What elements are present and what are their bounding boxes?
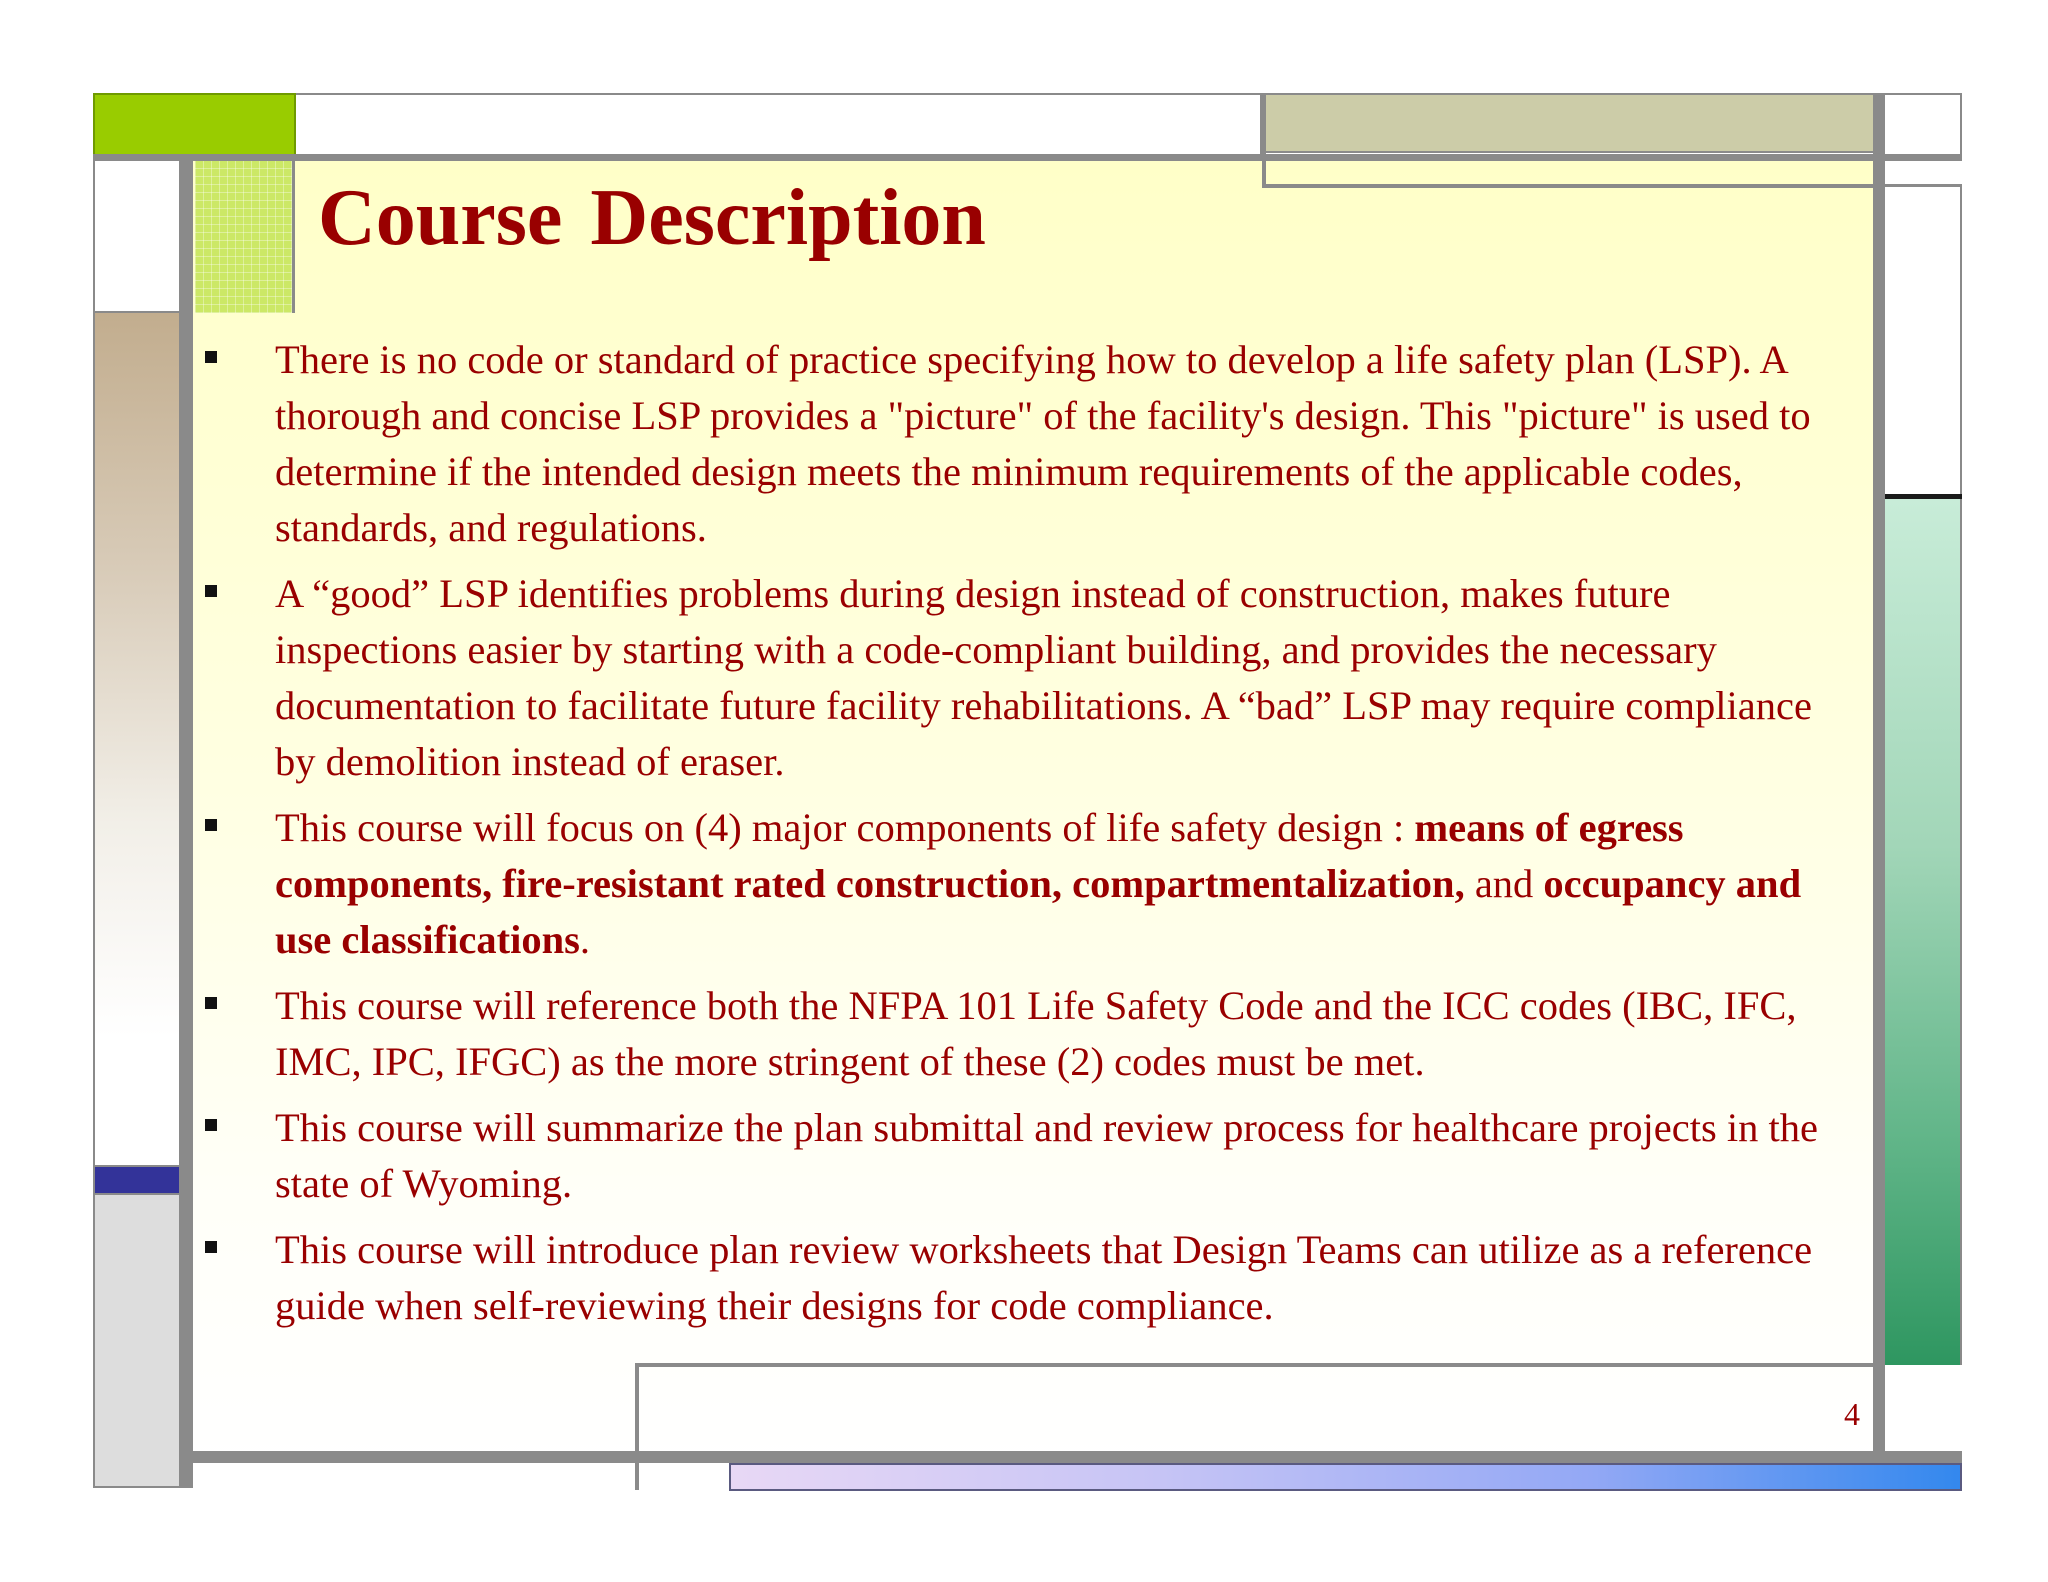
square-bullet-icon — [205, 1241, 217, 1253]
khaki-underline — [1262, 184, 1962, 188]
bullet-item — [205, 1222, 1850, 1334]
frame-top-line — [93, 154, 1962, 161]
left-gradient-bar — [93, 313, 181, 1165]
frame-right-line — [1873, 93, 1885, 1455]
square-bullet-icon — [205, 585, 217, 597]
gray-bottom-left-block — [93, 1195, 181, 1488]
bottom-inner-horizontal-line — [635, 1363, 1875, 1367]
square-bullet-icon — [205, 1119, 217, 1131]
bullet-list — [205, 332, 1850, 1344]
square-bullet-icon — [205, 997, 217, 1009]
bullet-text-mid: and — [1464, 861, 1544, 906]
bullet-text-start: This course will focus on (4) major components of life safety design : — [275, 805, 1415, 850]
frame-bottom-line — [181, 1451, 1962, 1463]
khaki-accent-block — [1262, 93, 1882, 153]
bullet-text: This course will introduce plan review worksheets that Design Teams can utilize as a reference guide when self-reviewing their designs for code compliance. — [275, 1227, 1813, 1328]
bottom-gradient-bar — [729, 1463, 1962, 1491]
right-white-box — [1885, 187, 1962, 496]
bullet-item — [205, 332, 1850, 556]
top-right-box — [1882, 93, 1962, 156]
page-number: 4 — [1844, 1396, 1860, 1432]
blue-accent-square — [93, 1165, 181, 1195]
frame-left-line — [181, 156, 193, 1488]
bullet-text: A “good” LSP identifies problems during design instead of construction, makes future inspections easier by starting with a code-compliant building, and provides the necessary documentation to facilitate future facility rehabilitations. A “bad” LSP may require compliance by demolition instead of eraser. — [275, 571, 1812, 784]
bullet-text: This course will summarize the plan submittal and review process for healthcare projects in the state of Wyoming. — [275, 1105, 1818, 1206]
green-accent-block — [93, 93, 296, 156]
bullet-text: This course will reference both the NFPA 101 Life Safety Code and the ICC codes (IBC, IFC, IMC, IPC, IFGC) as the more stringent of these (2) codes must be met. — [275, 983, 1797, 1084]
slide-title: Course Description — [318, 174, 986, 262]
bullet-bold-occupancy: occupancy and use classifications — [275, 861, 1802, 962]
bullet-item — [205, 978, 1850, 1090]
bullet-item — [205, 1100, 1850, 1212]
top-white-box — [296, 93, 1262, 156]
green-grid-square — [195, 160, 295, 313]
khaki-frame-line — [1262, 93, 1266, 188]
bullet-item — [205, 566, 1850, 790]
bullet-text-end: . — [579, 917, 591, 962]
right-gradient-bar — [1885, 499, 1962, 1365]
left-white-box — [93, 156, 181, 313]
bullet-text: There is no code or standard of practice specifying how to develop a life safety plan (LSP). A thorough and concise LSP provides a "picture" of the facility's design. This "picture" is used to determine if the intended design meets the minimum requirements of the applicable codes, standards, and regulations. — [275, 337, 1811, 550]
square-bullet-icon — [205, 819, 217, 831]
bullet-bold-components: means of egress components, fire-resistant rated construction, compartmentalization, — [275, 805, 1684, 906]
square-bullet-icon — [205, 351, 217, 363]
bottom-inner-vertical-line — [635, 1363, 639, 1490]
bullet-item — [205, 800, 1850, 968]
